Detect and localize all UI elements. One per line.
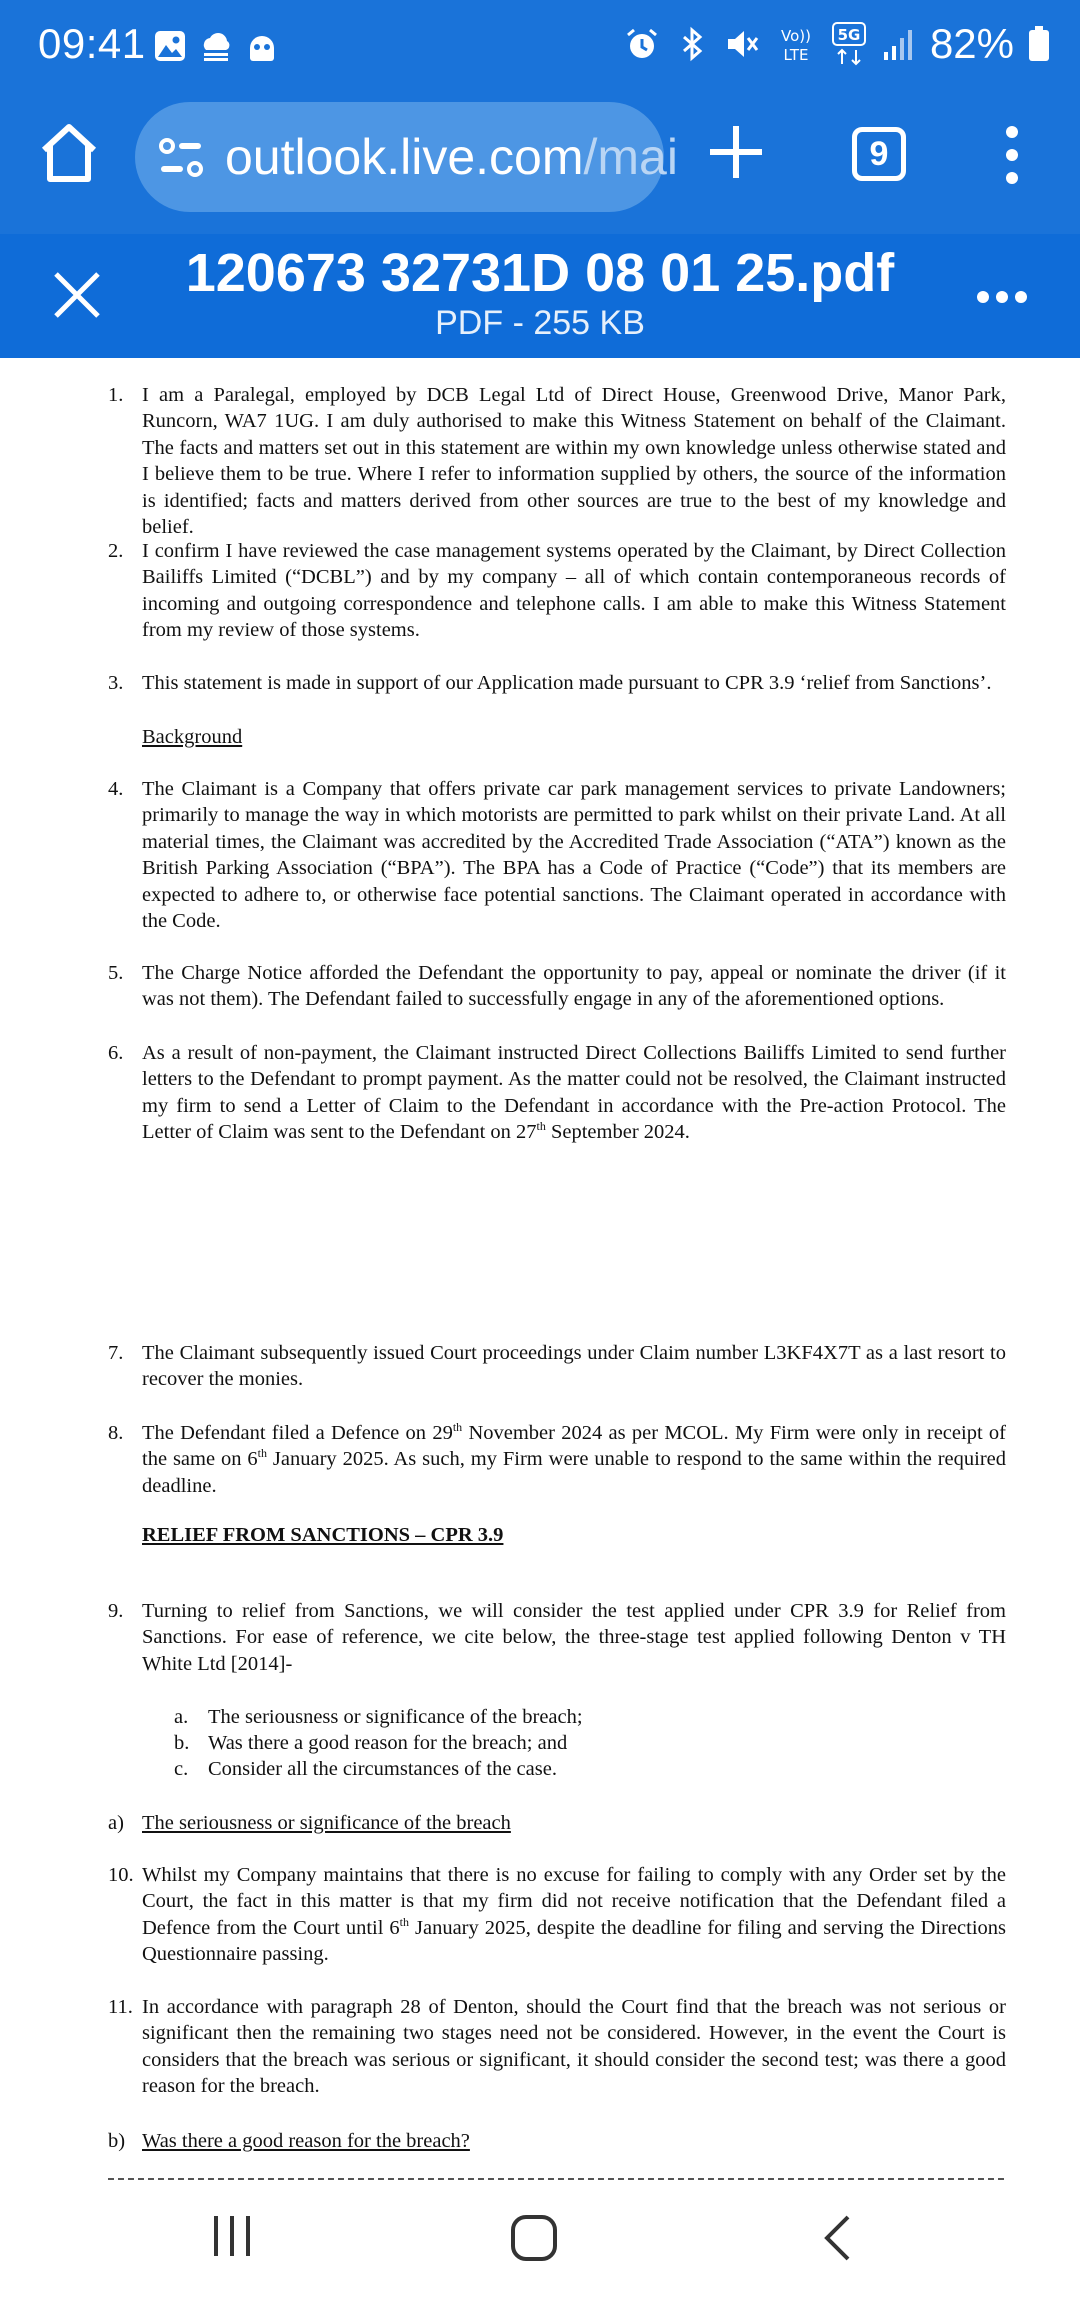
paragraph-text: Turning to relief from Sanctions, we will consider the test applied under CPR 3.9 for Relief from Sanctions. For ease of reference, we cite below, the three-stage test applied following Denton v TH White Ltd [2014]-: [142, 1600, 1006, 1675]
mute-icon: [724, 26, 760, 62]
paragraph-text: This statement is made in support of our Application made pursuant to CPR 3.9 ‘relief from Sanctions’.: [142, 672, 992, 694]
back-icon[interactable]: [822, 2214, 852, 2262]
home-nav-icon[interactable]: [510, 2214, 558, 2262]
paragraph-text: I confirm I have reviewed the case management systems operated by the Claimant, by Direct Collection Bailiffs Limited (“DCBL”) and by my company – all of which contain contemporaneous records of incoming and outgoing correspondence and telephone calls. I am able to make this Witness Statement from my review of those systems.: [142, 540, 1006, 642]
pdf-viewer-header: [0, 234, 1080, 358]
tab-switcher-button[interactable]: 9: [852, 127, 906, 181]
alarm-icon: [624, 26, 660, 62]
paragraph-number: 11.: [108, 1996, 133, 2018]
more-horiz-icon[interactable]: [976, 290, 1028, 304]
paragraph-text: The Claimant subsequently issued Court proceedings under Claim number L3KF4X7T as a last resort to recover the monies.: [142, 1342, 1006, 1391]
cloud-icon: [198, 28, 234, 64]
paragraph-text: The Charge Notice afforded the Defendant the opportunity to pay, appeal or nominate the driver (if it was not them). The Defendant failed to successfully engage in any of the aforementioned options.: [142, 962, 1006, 1011]
paragraph-number: 7.: [108, 1342, 124, 1364]
paragraph-number: 4.: [108, 778, 124, 800]
paragraph-text: I am a Paralegal, employed by DCB Legal Ltd of Direct House, Greenwood Drive, Manor Park, Runcorn, WA7 1UG. I am duly authorised to make this Witness Statement on behalf of the Claimant. The facts and matters set out in this statement are within my own knowledge unless otherwise stated and I believe them to be true. Where I refer to information supplied by others, the source of the information is identified; facts and matters derived from other sources are true to the best of my knowledge and belief.: [142, 384, 1006, 539]
pdf-document[interactable]: 1. I am a Paralegal, employed by DCB Legal Ltd of Direct House, Greenwood Drive, Manor Park, Runcorn, WA7 1UG. I am duly authorised to make this Witness Statement on behalf of the Claimant. The facts and matters set out in this statement are within my own knowledge unless otherwise stated and I believe them to be true. Where I refer to information supplied by others, the source of the information is identified; facts and matters derived from other sources are true to the best of my knowledge and belief. 2. I confirm I have reviewed the case management systems operated by the Claimant, by Direct Collection Bailiffs Limited (“DCBL”) and by my company – all of which contain contemporaneous records of incoming and outgoing correspondence and telephone calls. I am able to make this Witness Statement from my review of those systems. 3. This statement is made in support of our Application made pursuant to CPR 3.9 ‘relief from Sanctions’. Background 4. The Claimant is a Company that offers private car park management services to private Landowners; primarily to manage the way in which motorists are permitted to park whilst on their private Land. At all material times, the Claimant was accredited by the Accredited Trade Association (“ATA”) known as the British Parking Association (“BPA”). The BPA has a Code of Practice (“Code”) that its members are expected to adhere to, or otherwise face potential sanctions. The Claimant operated in accordance with the Code. 5. The Charge Notice afforded the Defendant the opportunity to pay, appeal or nominate the driver (if it was not them). The Defendant failed to successfully engage in any of the aforementioned options. 6. As a result of non-payment, the Claimant instructed Direct Collections Bailiffs Limited to send further letters to the Defendant to prompt payment. As the matter could not be resolved, the Claimant instructed my firm to send a Letter of Claim to the Defendant in accordance with the Pre-action Protocol. The Letter of Claim was sent to the Defendant on 27th September 2024. 7. The Claimant subsequently issued Court proceedings under Claim number L3KF4X7T as a last resort to recover the monies. 8. The Defendant filed a Defence on 29th November 2024 as per MCOL. My Firm were only in receipt of the same on 6th January 2025. As such, my Firm were unable to respond to the same within the required deadline. RELIEF FROM SANCTIONS – CPR 3.9 9. Turning to relief from Sanctions, we will consider the test applied under CPR 3.9 for Relief from Sanctions. For ease of reference, we cite below, the three-stage test applied following Denton v TH White Ltd [2014]- a. The seriousness or significance of the breach; b. Was there a good reason for the breach; and c. Consider all the circumstances of the case. a) The seriousness or significance of the breach 10. Whilst my Company maintains that there is no excuse for failing to comply with any Order set by the Court, the fact in this matter is that my firm did not receive notification that the Defendant filed a Defence from the Court until 6th January 2025, despite the deadline for filing and serving the Directions Questionnaire passing. 11. In accordance with paragraph 28 of Denton, should the Court find that the breach was not serious or significant then the remaining two stages need not be considered. However, in the event the Court is considers that the breach was serious or significant, it should consider the second test; was there a good reason for the breach. b) Was there a good reason for the breach?: [0, 358, 1080, 2180]
heading-background: Background: [142, 726, 243, 748]
home-icon[interactable]: [38, 122, 100, 184]
battery-icon: [1028, 26, 1050, 62]
paragraph-number: 6.: [108, 1042, 124, 1064]
url-host: outlook.live.com: [225, 129, 584, 185]
assistant-icon: [244, 28, 280, 64]
volte-icon: [774, 24, 818, 64]
paragraph-number: 9.: [108, 1600, 124, 1622]
browser-toolbar: [0, 96, 1080, 234]
svg-text:Vo)): Vo)): [780, 27, 811, 45]
recents-icon[interactable]: [210, 2214, 254, 2258]
site-settings-icon[interactable]: [159, 138, 203, 178]
pdf-subtitle: PDF - 255 KB: [435, 304, 645, 342]
paragraph-number: 2.: [108, 540, 124, 562]
paragraph-number: 8.: [108, 1422, 124, 1444]
bluetooth-icon: [674, 26, 710, 62]
url-path: /mai: [583, 129, 678, 185]
paragraph-text: Whilst my Company maintains that there is no excuse for failing to comply with any Order set by the Court, the fact in this matter is that my firm did not receive notification that the Defendant filed a Defence from the Court until 6th January 2025, despite the deadline for filing and serving the Directions Questionnaire passing.: [142, 1864, 1006, 1966]
network-5g-icon: [832, 22, 866, 66]
paragraph-number: 10.: [108, 1864, 134, 1886]
svg-text:5G: 5G: [837, 26, 861, 44]
close-icon[interactable]: [52, 270, 102, 320]
paragraph-number: 3.: [108, 672, 124, 694]
pdf-title: 120673 32731D 08 01 25.pdf: [185, 243, 895, 303]
system-navigation-bar: [0, 2180, 1080, 2316]
signal-icon: [880, 26, 916, 62]
plus-icon[interactable]: [706, 122, 766, 182]
paragraph-text: As a result of non-payment, the Claimant instructed Direct Collections Bailiffs Limited to send further letters to the Defendant to prompt payment. As the matter could not be resolved, the Claimant instructed my firm to send a Letter of Claim to the Defendant in accordance with the Pre-action Protocol. The Letter of Claim was sent to the Defendant on 27th September 2024.: [142, 1042, 1006, 1144]
paragraph-text: The Claimant is a Company that offers private car park management services to private Landowners; primarily to manage the way in which motorists are permitted to park whilst on their private Land. At all material times, the Claimant was accredited by the Accredited Trade Association (“ATA”) known as the British Parking Association (“BPA”). The BPA has a Code of Practice (“Code”) that its members are expected to adhere to, or otherwise face potential sanctions. The Claimant operated in accordance with the Code.: [142, 778, 1006, 933]
status-bar: [0, 0, 1080, 96]
address-bar[interactable]: [135, 102, 678, 212]
more-vert-icon[interactable]: [1000, 126, 1024, 184]
clock: 09:41: [38, 20, 146, 67]
heading-relief-from-sanctions: RELIEF FROM SANCTIONS – CPR 3.9: [142, 1524, 504, 1546]
url-text: [225, 128, 678, 186]
paragraph-text: The Defendant filed a Defence on 29th November 2024 as per MCOL. My Firm were only in receipt of the same on 6th January 2025. As such, my Firm were unable to respond to the same within the required deadline.: [142, 1420, 1006, 1497]
paragraph-text: In accordance with paragraph 28 of Denton, should the Court find that the breach was not serious or significant then the remaining two stages need not be considered. However, in the event the Court is considers that the breach was serious or significant, it should consider the second test; was there a good reason for the breach.: [142, 1996, 1006, 2098]
paragraph-number: 5.: [108, 962, 124, 984]
paragraph-number: 1.: [108, 384, 124, 406]
svg-text:LTE: LTE: [783, 46, 809, 64]
gallery-icon: [152, 28, 188, 64]
battery-percent: 82%: [929, 20, 1014, 67]
